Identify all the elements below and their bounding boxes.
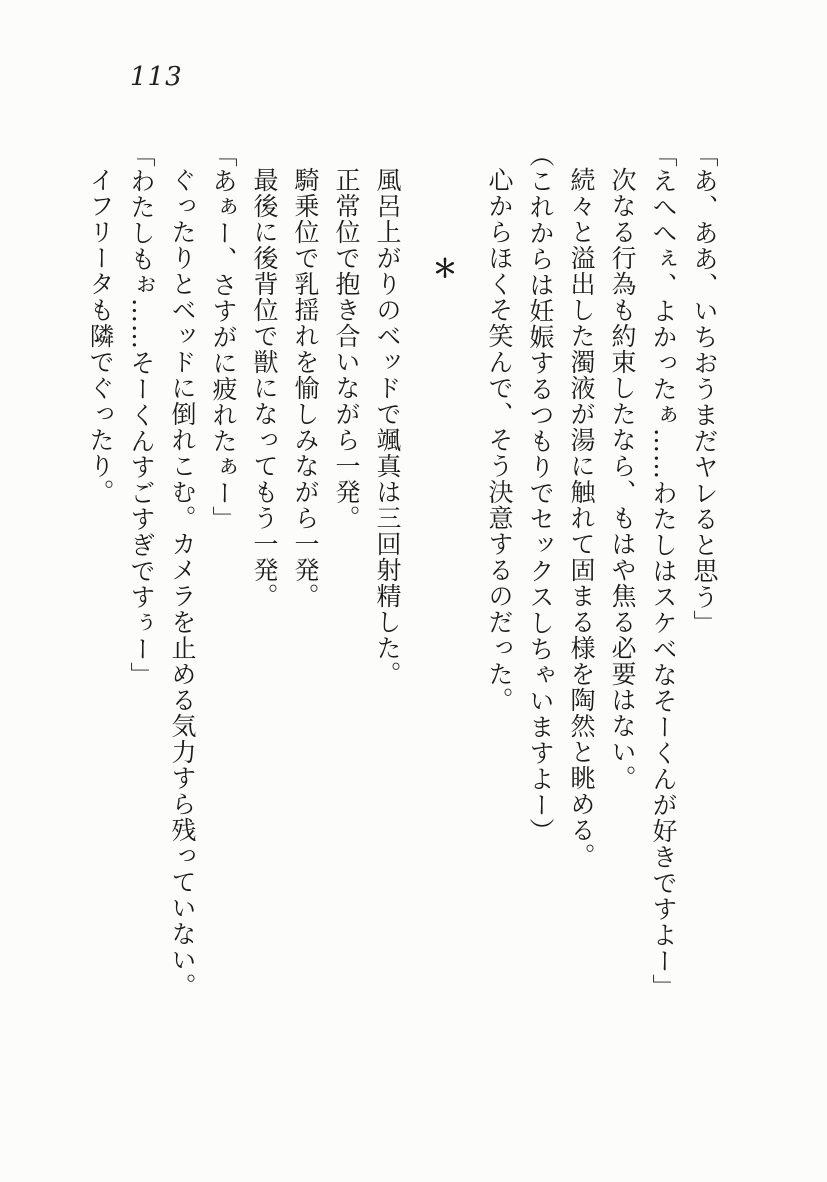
text-column: 心からほくそ笑んで、そう決意するのだった。	[485, 167, 514, 713]
text-column: 「あぁー、さすがに疲れたぁー」	[209, 142, 238, 532]
text-column: イフリータも隣でぐったり。	[86, 167, 115, 505]
page-number: 113	[130, 62, 183, 92]
text-column: 騎乗位で乳揺れを愉しみながら一発。	[291, 167, 320, 609]
text-column: （これからは妊娠するつもりでセックスしちゃいますよー）	[526, 142, 555, 844]
text-column: 最後に後背位で獣になってもう一発。	[250, 167, 279, 609]
text-column: 続々と溢出した濁液が湯に触れて固まる様を陶然と眺める。	[567, 167, 596, 869]
text-column: 正常位で抱き合いながら一発。	[332, 167, 361, 531]
text-column: 「あ、ああ、いちおうまだヤレると思う」	[690, 142, 719, 636]
text-column: 次なる行為も約束したなら、もはや焦る必要はない。	[608, 167, 637, 791]
text-column: 「わたしもぉ……そーくんすごすぎですぅー」	[127, 142, 156, 688]
section-separator: ＊	[429, 255, 458, 281]
text-column: ぐったりとベッドに倒れこむ。カメラを止める気力すら残っていない。	[168, 167, 197, 999]
text-column: 風呂上がりのベッドで颯真は三回射精した。	[373, 167, 402, 687]
text-column: 「えへへぇ、よかったぁ……わたしはスケベなそーくんが好きですよー」	[649, 142, 678, 1000]
page-text	[80, 142, 725, 1004]
